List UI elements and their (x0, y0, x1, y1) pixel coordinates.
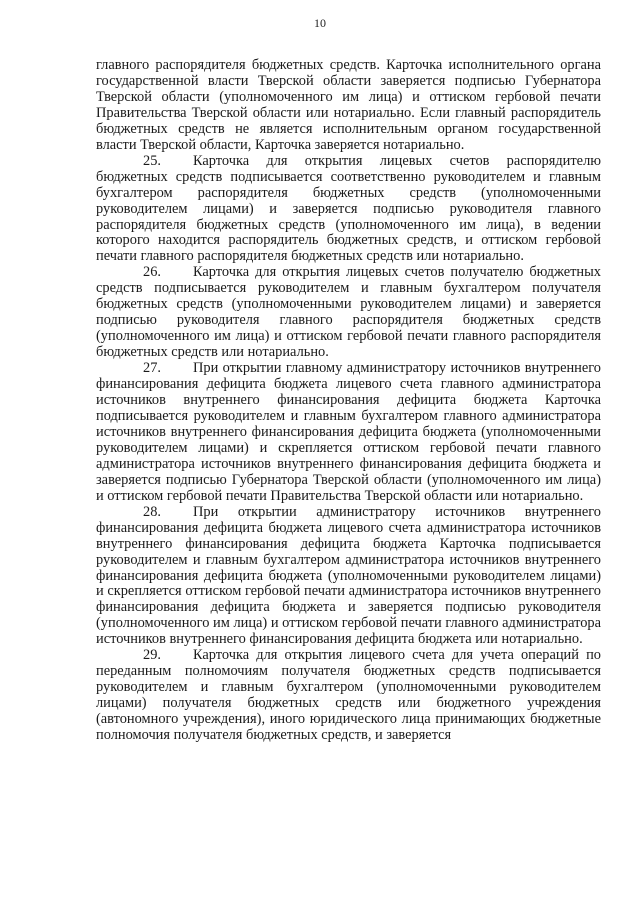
paragraph-27 (96, 361, 601, 505)
document-body (96, 58, 601, 744)
paragraph-26 (96, 265, 601, 361)
paragraph-28 (96, 505, 601, 649)
paragraph-29 (96, 648, 601, 744)
page-number: 10 (314, 16, 326, 30)
paragraph-25 (96, 154, 601, 266)
paragraph-text: При открытии администратору источников внутреннего финансирования дефицита бюджета лицевого счета администратора источников внутреннего финансирования дефицита бюджета Карточка подписывается руководителем и главным бухгалтером администратора источников внутреннего финансирования дефицита бюджета (уполномоченными руководителем лицами) и скрепляется оттиском гербовой печати администратора источников внутреннего финансирования дефицита бюджета и заверяется подписью руководителя (уполномоченного им лица) и оттиском гербовой печати главного администратора источников внутреннего финансирования дефицита бюджета или нотариально. (96, 503, 601, 648)
paragraph-number: 25. (143, 152, 161, 169)
paragraph-text: Карточка для открытия лицевых счетов распорядителю бюджетных средств подписывается соответственно руководителем и главным бухгалтером распорядителя бюджетных средств (уполномоченными руководителем лицами) и заверяется подписью руководителя главного распорядителя бюджетных средств (уполномоченного им лица), в ведении которого находится распорядитель бюджетных средств, и оттиском гербовой печати главного распорядителя бюджетных средств или нотариально. (96, 152, 601, 265)
paragraph-number: 28. (143, 503, 161, 520)
paragraph-number: 27. (143, 360, 161, 377)
paragraph-text: Карточка для открытия лицевого счета для учета операций по переданным полномочиям получателя бюджетных средств подписывается руководителем и главным бухгалтером (уполномоченными руководителем лицами) получателя бюджетных средств или бюджетного учреждения (автономного учреждения), иного юридического лица принимающих бюджетные полномочия получателя бюджетных средств, и заверяется (96, 647, 601, 744)
paragraph-number: 26. (143, 264, 161, 281)
paragraph-number: 29. (143, 647, 161, 664)
paragraph-text: Карточка для открытия лицевых счетов получателю бюджетных средств подписывается руководителем и главным бухгалтером получателя бюджетных средств (уполномоченными руководителем лицами) и заверяется подписью руководителя главного распорядителя бюджетных средств (уполномоченного им лица) и оттиском гербовой печати главного распорядителя бюджетных средств или нотариально. (96, 264, 601, 361)
paragraph-text: При открытии главному администратору источников внутреннего финансирования дефицита бюджета лицевого счета главного администратора источников внутреннего финансирования дефицита бюджета Карточка подписывается руководителем и главным бухгалтером главного администратора источников внутреннего финансирования дефицита бюджета (уполномоченными руководителем лицами) и скрепляется оттиском гербовой печати главного администратора источников внутреннего финансирования дефицита бюджета и заверяется подписью Губернатора Тверской области (уполномоченного им лица) и оттиском гербовой печати Правительства Тверской области или нотариально. (96, 360, 601, 504)
lead-paragraph: главного распорядителя бюджетных средств. Карточка исполнительного органа государственной власти Тверской области заверяется подписью Губернатора Тверской области (уполномоченного им лица) и оттиском гербовой печати Правительства Тверской области или нотариально. Если главный распорядитель бюджетных средств не является исполнительным органом государственной власти Тверской области, Карточка заверяется нотариально. (96, 57, 601, 153)
